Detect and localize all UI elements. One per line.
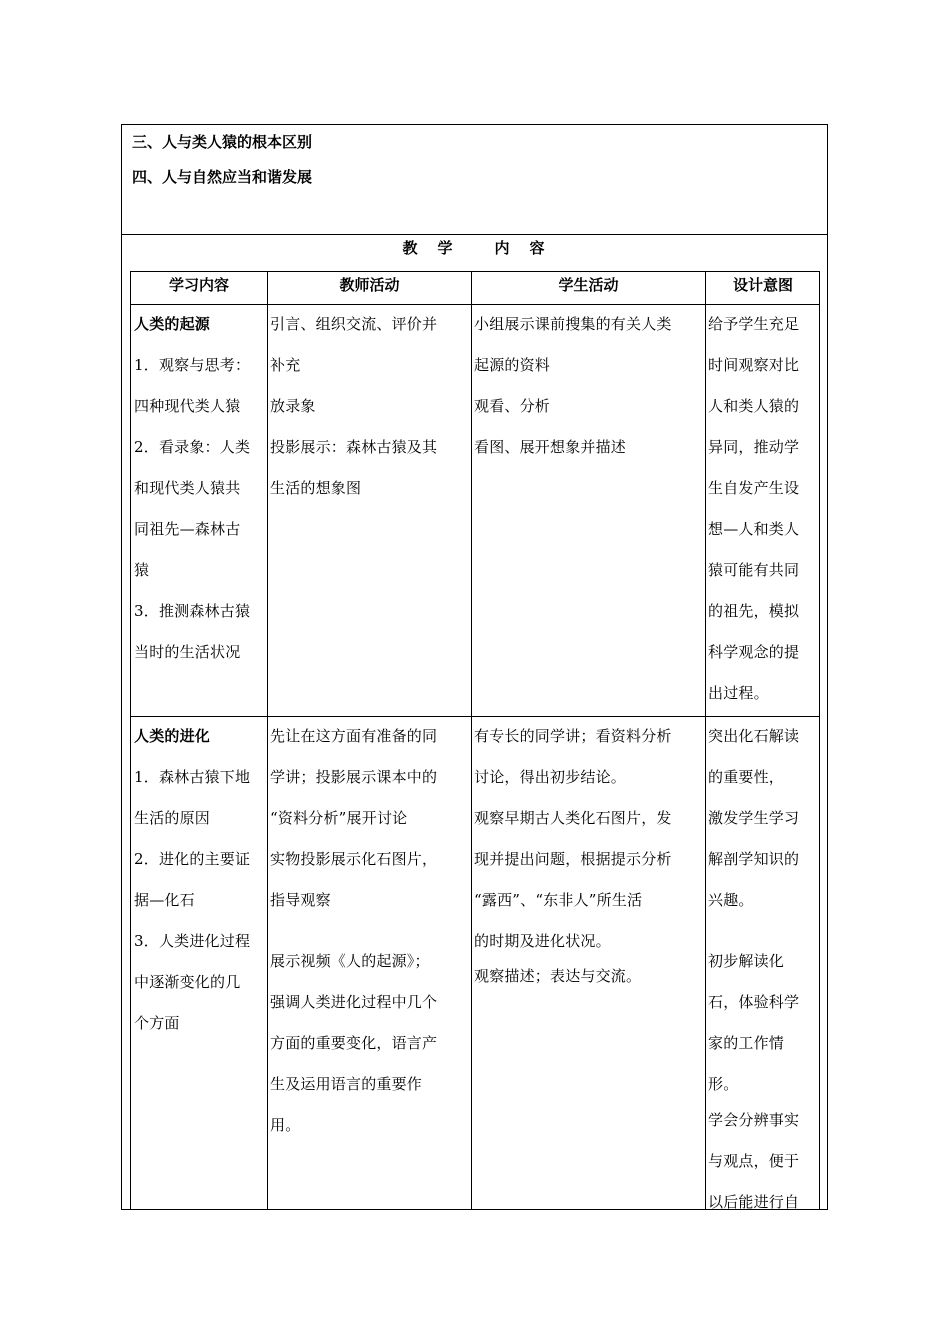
row2-intent-line: 激发学生学习 [708,809,800,827]
row2-intent-line: 学会分辨事实 [708,1111,800,1129]
row1-intent-line: 给予学生充足 [708,315,800,333]
row2-intent-line: 解剖学知识的 [708,850,800,868]
row1-teacher-line: 补充 [270,356,301,374]
row2-teacher-spacer [270,921,470,941]
row2-intent-line: 兴趣。 [708,891,754,909]
row1-intent-line: 想—人和类人 [708,520,800,538]
column-header-content: 学习内容 [168,276,229,294]
section-title [122,235,827,271]
row1-student-line: 看图、展开想象并描述 [474,438,627,456]
row1-student-line: 观看、分析 [474,397,551,415]
column-header-intent: 设计意图 [732,276,793,294]
row2-student-line: 现并提出问题，根据提示分析 [474,850,672,868]
row2-intent-cell [708,716,820,1223]
column-divider [267,272,268,1210]
row2-intent-line: 与观点，便于 [708,1152,800,1170]
row2-content-line: 3．人类进化过程 [134,932,251,950]
row2-intent-line: 家的工作情 [708,1034,785,1052]
row2-teacher-line: 强调人类进化过程中几个 [270,993,438,1011]
column-divider [705,272,706,1210]
row2-intent-line: 的重要性， [708,768,785,786]
row2-student-cell [474,716,704,997]
row1-student-cell [474,304,704,468]
row1-content-line: 当时的生活状况 [134,643,241,661]
row2-teacher-line: 先让在这方面有准备的同 [270,727,438,745]
row2-teacher-cell [270,716,470,1146]
section-title-char: 内 [494,239,512,257]
row2-teacher-line: 用。 [270,1116,301,1134]
row2-content-line: 中逐渐变化的几 [134,973,241,991]
row1-student-line: 起源的资料 [474,356,551,374]
row1-content-line: 3．推测森林古猿 [134,602,251,620]
row2-teacher-line: 展示视频《人的起源》； [270,952,430,970]
row2-intent-line: 突出化石解读 [708,727,800,745]
row1-intent-line: 的祖先，模拟 [708,602,800,620]
row2-student-line: “露西”、“东非人”所生活 [474,891,643,909]
row1-content-line: 1．观察与思考： [134,356,251,374]
section-title-char: 容 [529,239,547,257]
row2-teacher-line: 实物投影展示化石图片， [270,850,438,868]
row1-topic-title: 人类的起源 [134,315,211,333]
section-title-char: 学 [437,239,455,257]
row2-intent-line: 石，体验科学 [708,993,800,1011]
section-title-char: 教 [402,239,420,257]
row2-teacher-line: “资料分析”展开讨论 [270,809,408,827]
row1-teacher-cell [270,304,470,509]
row1-content-line: 四种现代类人猿 [134,397,241,415]
row2-content-line: 1．森林古猿下地 [134,768,251,786]
row2-teacher-line: 方面的重要变化，语言产 [270,1034,438,1052]
row2-teacher-line: 生及运用语言的重要作 [270,1075,423,1093]
row2-student-line: 的时期及进化状况。 [474,932,611,950]
row1-teacher-line: 生活的想象图 [270,479,362,497]
row2-topic-title: 人类的进化 [134,727,211,745]
row2-student-line: 观察描述；表达与交流。 [474,967,642,985]
row1-intent-line: 猿可能有共同 [708,561,800,579]
summary-block [122,125,827,235]
column-header-student: 学生活动 [558,276,619,294]
row1-student-line: 小组展示课前搜集的有关人类 [474,315,672,333]
row1-content-cell [134,304,266,673]
row2-intent-line: 形。 [708,1075,739,1093]
row2-content-line: 生活的原因 [134,809,211,827]
row2-teacher-line: 学讲；投影展示课本中的 [270,768,438,786]
row2-intent-line: 以后能进行自 [708,1193,800,1211]
column-header-teacher: 教师活动 [339,276,400,294]
row1-intent-line: 生自发产生设 [708,479,800,497]
row2-student-line: 观察早期古人类化石图片，发 [474,809,672,827]
row1-content-line: 同祖先—森林古 [134,520,241,538]
row1-content-line: 2．看录象：人类 [134,438,251,456]
row2-student-line: 讨论，得出初步结论。 [474,768,627,786]
row2-content-line: 据—化石 [134,891,195,909]
row2-content-line: 个方面 [134,1014,180,1032]
row1-intent-line: 人和类人猿的 [708,397,800,415]
content-table [130,271,820,1210]
lesson-table [121,124,828,1210]
row2-content-cell [134,716,266,1044]
row2-student-line: 有专长的同学讲；看资料分析 [474,727,672,745]
row2-intent-spacer [708,921,820,941]
row1-intent-line: 时间观察对比 [708,356,800,374]
row1-teacher-line: 放录象 [270,397,316,415]
heading-4: 四、人与自然应当和谐发展 [132,168,313,186]
row2-content-line: 2．进化的主要证 [134,850,251,868]
column-divider [471,272,472,1210]
row1-teacher-line: 引言、组织交流、评价并 [270,315,438,333]
row1-intent-line: 科学观念的提 [708,643,800,661]
row2-intent-line: 初步解读化 [708,952,785,970]
row1-content-line: 猿 [134,561,150,579]
row2-teacher-line: 指导观察 [270,891,331,909]
heading-3: 三、人与类人猿的根本区别 [132,133,313,151]
row1-teacher-line: 投影展示：森林古猿及其 [270,438,438,456]
row1-intent-line: 出过程。 [708,684,769,702]
row1-intent-cell [708,304,820,714]
row1-intent-line: 异同，推动学 [708,438,800,456]
row1-content-line: 和现代类人猿共 [134,479,241,497]
